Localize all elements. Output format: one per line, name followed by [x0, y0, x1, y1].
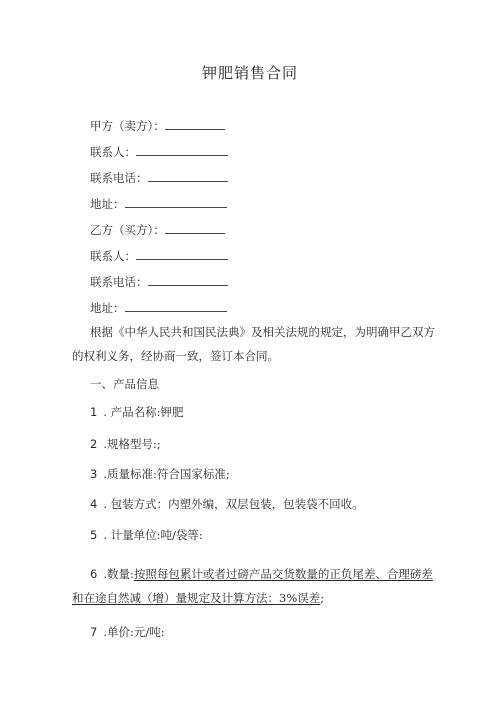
- item-6-underlined-1: 按照每包累计或者过磅产品交货数量的正负尾差、合理磅差: [133, 567, 433, 581]
- item-5-number: 5: [90, 528, 98, 542]
- party-b-label: 乙方（买方）：: [90, 223, 165, 237]
- party-b-phone-label: 联系电话：: [90, 275, 148, 289]
- item-5: [90, 527, 203, 543]
- page-title: 钾肥销售合同: [201, 64, 298, 82]
- party-b-phone-blank[interactable]: [148, 274, 228, 286]
- party-a-contact-blank[interactable]: [136, 144, 228, 156]
- party-b-address-label: 地址：: [90, 301, 125, 315]
- item-4: [90, 496, 364, 512]
- intro-line-1: 根据《中华人民共和国民法典》及相关法规的规定，为明确甲乙双方: [90, 325, 435, 339]
- item-6-line-2: [72, 586, 442, 610]
- party-a-row: [90, 118, 225, 134]
- intro-paragraph: [72, 320, 442, 368]
- intro-line-2: 的权利义务，经协商一致，签订本合同。: [72, 349, 279, 363]
- item-5-text: . 计量单位:吨/袋等:: [103, 528, 203, 542]
- party-b-contact-blank[interactable]: [136, 248, 228, 260]
- item-1: [90, 404, 184, 420]
- item-4-number: 4: [90, 497, 98, 511]
- item-6-line-1: [72, 562, 442, 586]
- item-2-number: 2: [90, 437, 98, 451]
- item-2-text: .规格型号:;: [103, 437, 161, 451]
- party-b-phone-row: [90, 274, 228, 290]
- item-1-number: 1: [90, 405, 98, 419]
- party-a-address-label: 地址：: [90, 197, 125, 211]
- item-7: [90, 624, 165, 640]
- party-a-contact-label: 联系人：: [90, 145, 136, 159]
- party-b-contact-label: 联系人：: [90, 249, 136, 263]
- item-6-end: ;: [320, 591, 325, 605]
- party-b-blank[interactable]: [165, 222, 225, 234]
- item-3-number: 3: [90, 467, 98, 481]
- item-3-text: .质量标准:符合国家标准;: [103, 467, 230, 481]
- party-b-contact-row: [90, 248, 228, 264]
- item-2: [90, 436, 161, 452]
- party-a-address-row: [90, 196, 227, 212]
- party-a-phone-row: [90, 170, 228, 186]
- item-6: [72, 562, 442, 610]
- party-a-label: 甲方（卖方）：: [90, 119, 165, 133]
- section-heading: 一、产品信息: [90, 377, 159, 391]
- party-a-phone-blank[interactable]: [148, 170, 228, 182]
- item-3: [90, 466, 230, 482]
- item-6-underlined-2: 和在途自然减（增）量规定及计算方法：3%误差: [72, 591, 321, 605]
- item-4-text: . 包装方式：内塑外编，双层包装，包装袋不回收。: [103, 497, 364, 511]
- party-a-contact-row: [90, 144, 228, 160]
- party-b-address-row: [90, 300, 227, 316]
- party-b-row: [90, 222, 225, 238]
- item-1-text: . 产品名称:钾肥: [103, 405, 184, 419]
- item-6-number: 6: [90, 567, 98, 581]
- item-6-prefix: .数量:: [103, 567, 134, 581]
- party-a-blank[interactable]: [165, 118, 225, 130]
- party-a-phone-label: 联系电话：: [90, 171, 148, 185]
- item-7-text: .单价:元/吨:: [103, 625, 165, 639]
- item-7-number: 7: [90, 625, 98, 639]
- party-a-address-blank[interactable]: [125, 196, 227, 208]
- party-b-address-blank[interactable]: [125, 300, 227, 312]
